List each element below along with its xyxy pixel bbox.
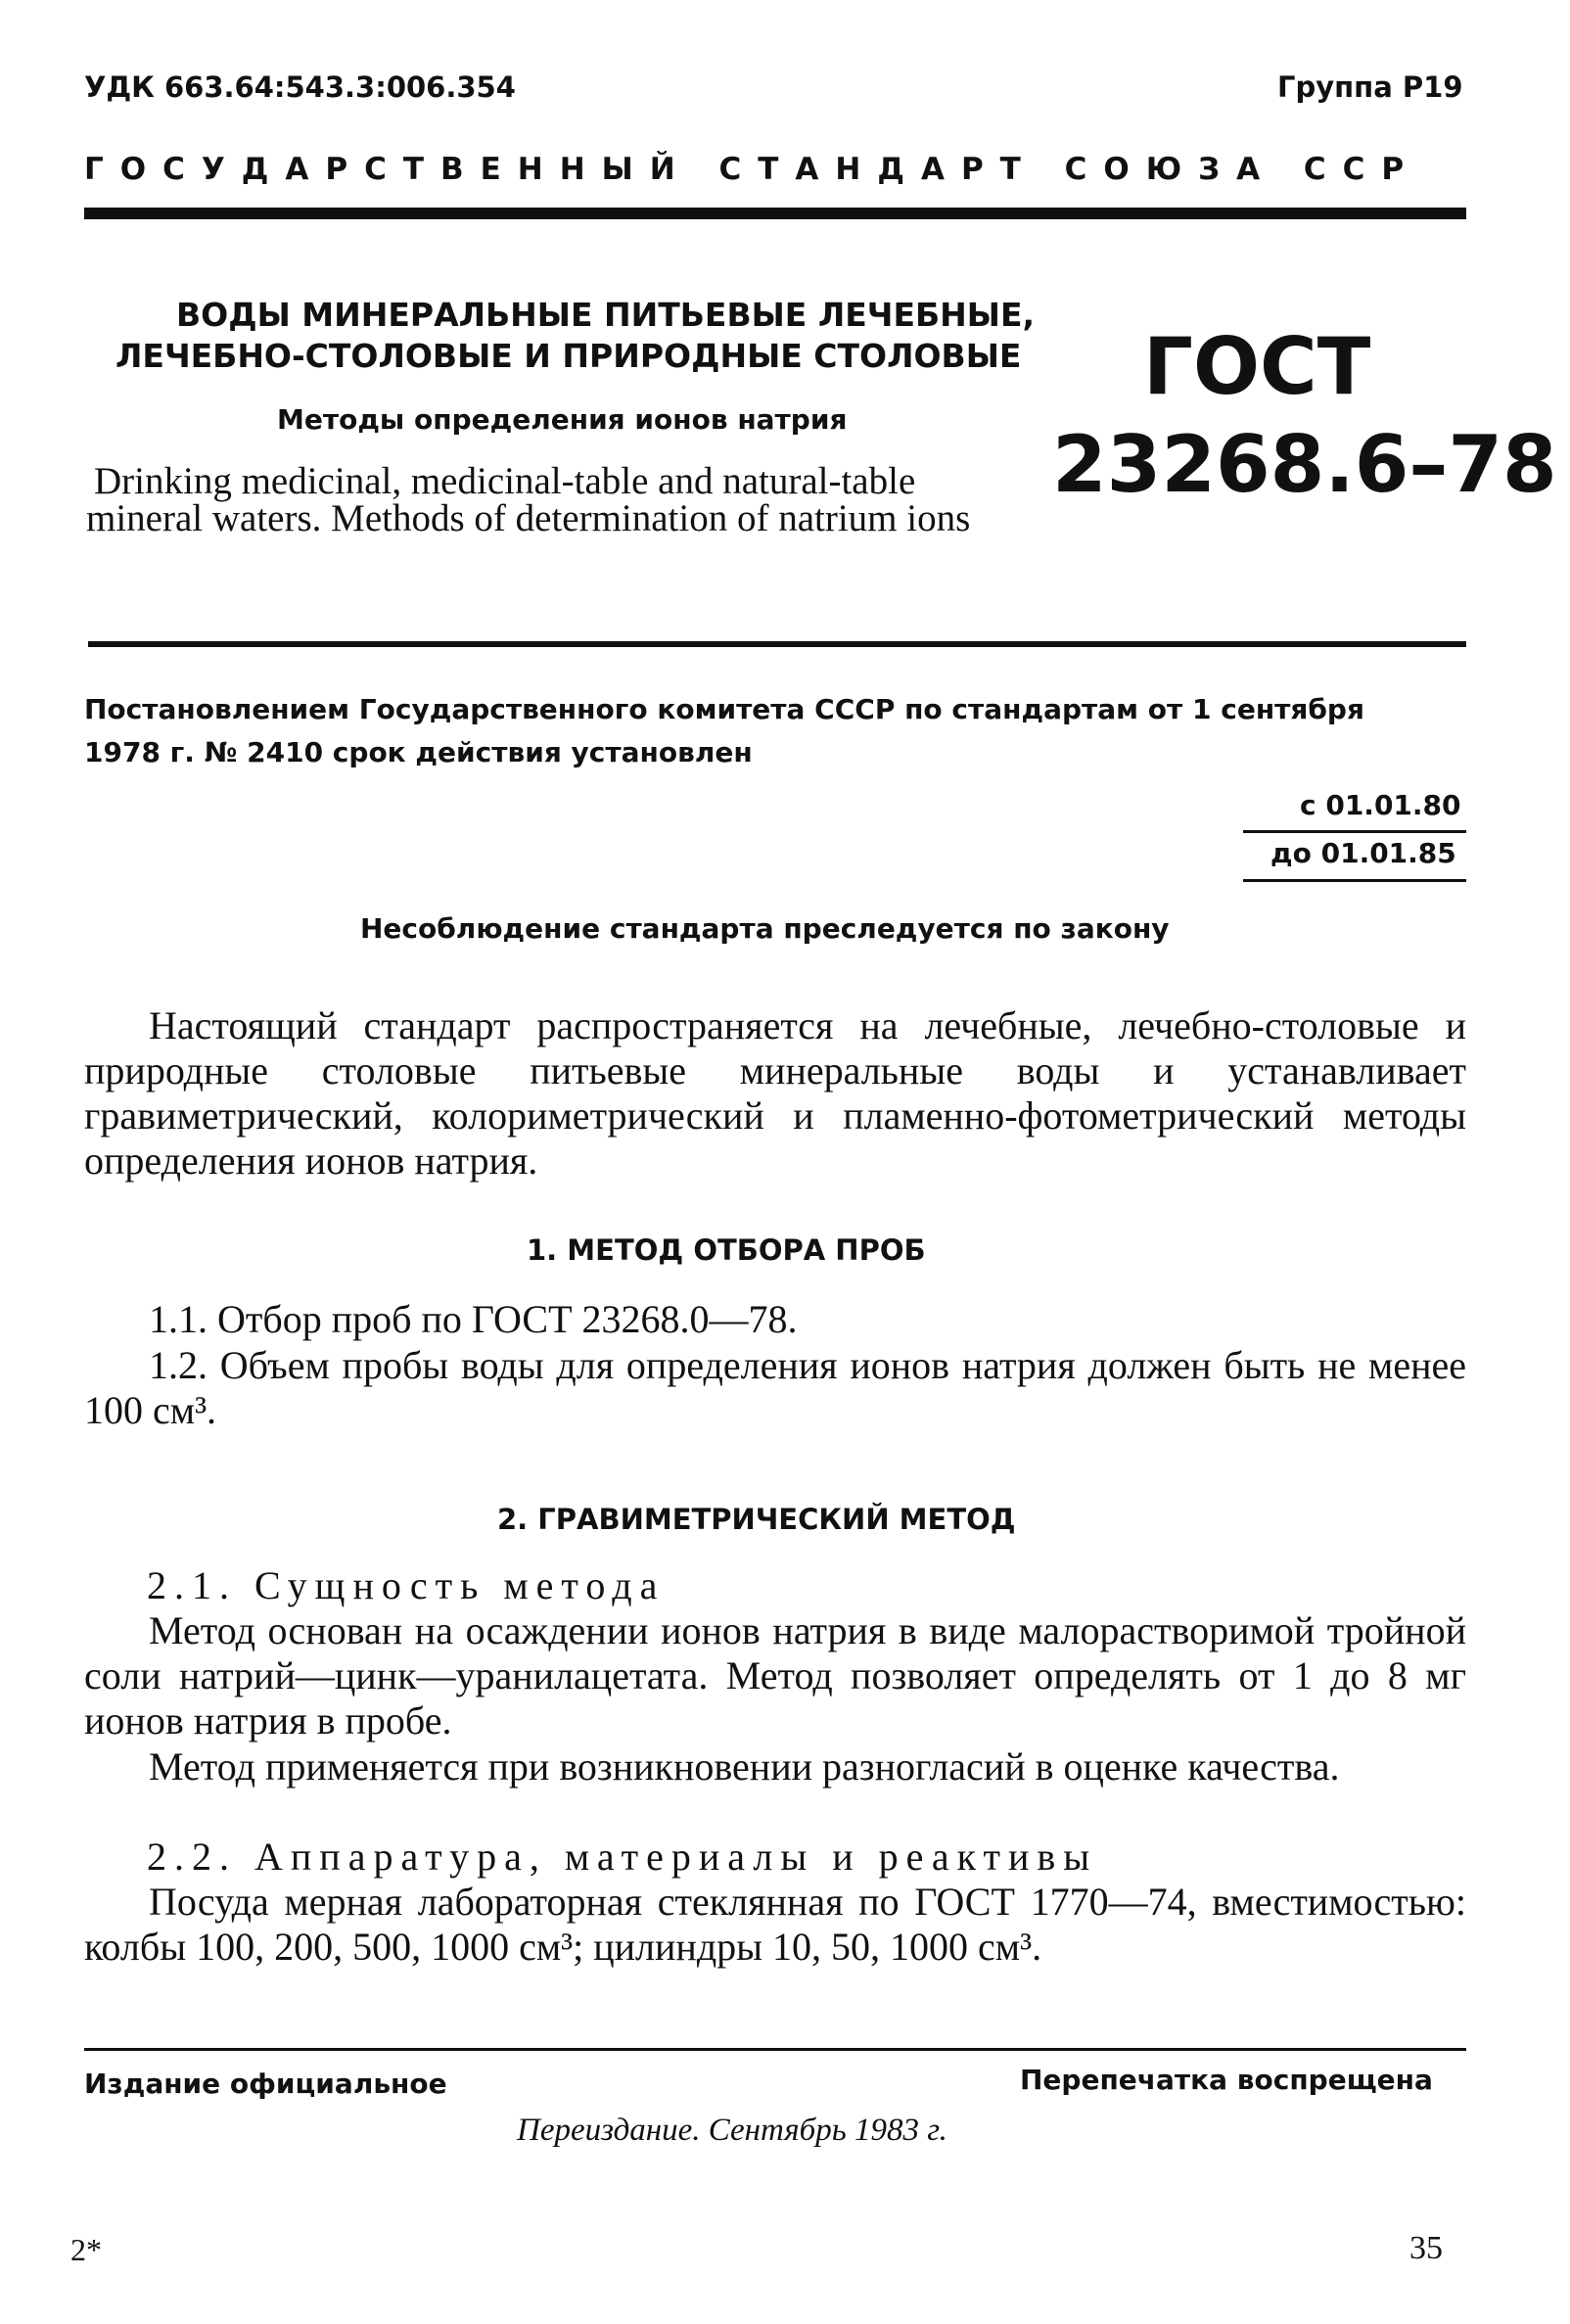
sheet-mark: 2* <box>70 2232 102 2267</box>
subsection-2-2-paragraph-1: Посуда мерная лабораторная стеклянная по ГОСТ 1770—74, вместимостью: колбы 100, 200, 500, 1000 см³; цилиндры 10, 50, 1000 см³. <box>84 1880 1466 1969</box>
date-from: с 01.01.80 <box>1300 789 1461 821</box>
subsection-2-1-paragraph-1: Метод основан на осаждении ионов натрия в виде малорастворимой тройной соли натрий—цинк—уранилацетата. Метод позволяет определять от 1 до 8 мг ионов натрия в пробе. <box>84 1608 1466 1743</box>
subsection-2-1-paragraph-2: Метод применяется при возникновении разногласий в оценке качества. <box>149 1744 1340 1789</box>
header-rule <box>84 208 1466 219</box>
section-1-heading: 1. МЕТОД ОТБОРА ПРОБ <box>527 1233 926 1267</box>
gost-number: 23268.6–78 <box>1052 419 1557 510</box>
subsection-2-2-title: 2.2. Аппаратура, материалы и реактивы <box>147 1835 1098 1879</box>
page-number: 35 <box>1409 2230 1443 2266</box>
udk-code: УДК 663.64:543.3:006.354 <box>84 70 516 104</box>
section-1-item-2: 1.2. Объем пробы воды для определения ионов натрия должен быть не менее 100 см³. <box>84 1343 1466 1432</box>
english-title-line-1: Drinking medicinal, medicinal-table and natural-table <box>94 460 916 502</box>
decree-line-1: Постановлением Государственного комитета СССР по стандартам от 1 сентября <box>84 693 1364 725</box>
title-line-2: ЛЕЧЕБНО-СТОЛОВЫЕ И ПРИРОДНЫЕ СТОЛОВЫЕ <box>115 337 1022 375</box>
decree-line-2: 1978 г. № 2410 срок действия установлен <box>84 736 753 768</box>
title-line-1: ВОДЫ МИНЕРАЛЬНЫЕ ПИТЬЕВЫЕ ЛЕЧЕБНЫЕ, <box>176 296 1036 334</box>
section-1-item-1: 1.1. Отбор проб по ГОСТ 23268.0—78. <box>149 1297 798 1341</box>
reissue-note: Переиздание. Сентябрь 1983 г. <box>517 2113 947 2148</box>
gost-label: ГОСТ <box>1143 321 1371 412</box>
footer-rule <box>84 2048 1466 2051</box>
standard-header-title: ГОСУДАРСТВЕННЫЙ СТАНДАРТ СОЮЗА ССР <box>84 152 1421 187</box>
english-title-line-2: mineral waters. Methods of determination of natrium ions <box>86 497 971 539</box>
date-rule-2 <box>1243 879 1466 882</box>
legal-warning: Несоблюдение стандарта преследуется по закону <box>360 912 1170 945</box>
title-subtitle: Методы определения ионов натрия <box>277 403 848 436</box>
section-2-heading: 2. ГРАВИМЕТРИЧЕСКИЙ МЕТОД <box>497 1503 1016 1536</box>
subsection-2-1-title: 2.1. Сущность метода <box>147 1563 666 1607</box>
title-rule <box>88 641 1466 647</box>
official-edition: Издание официальное <box>84 2068 447 2100</box>
date-to: до 01.01.85 <box>1270 837 1456 869</box>
intro-paragraph: Настоящий стандарт распространяется на лечебные, лечебно-столовые и природные столовые питьевые минеральные воды и устанавливает гравиметрический, колориметрический и пламенно-фотометрический методы определения ионов натрия. <box>84 1003 1466 1183</box>
reprint-prohibited: Перепечатка воспрещена <box>1020 2064 1433 2096</box>
date-rule-1 <box>1243 830 1466 833</box>
group-code: Группа Р19 <box>1277 70 1463 104</box>
